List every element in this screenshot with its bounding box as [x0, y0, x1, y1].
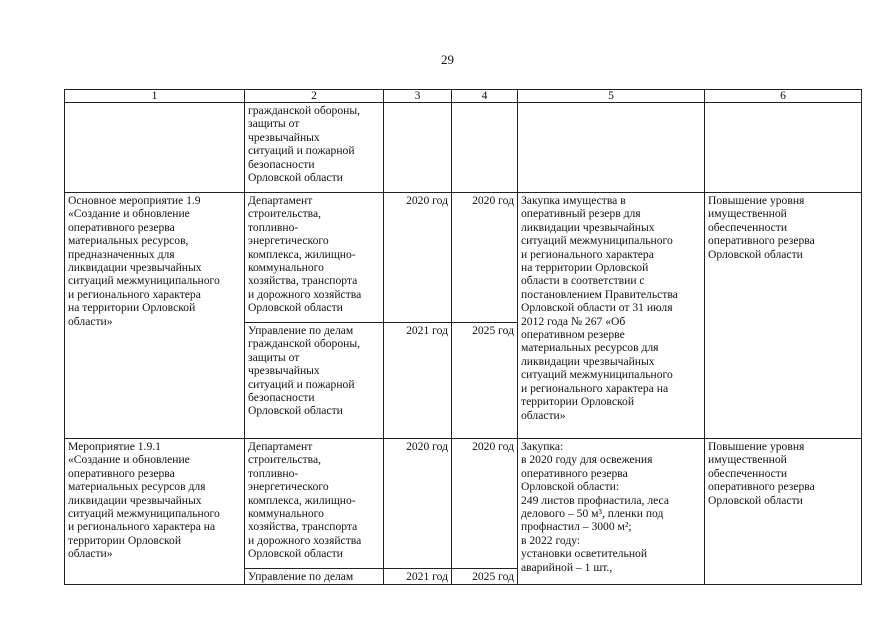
- result-cell: Закупка имущества в оперативный резерв для ликвидации чрезвычайных ситуаций межмуниципального и регионального характера на территории Орловской области в соответствии с постановлением Правительства Орловской области от 31 июля 2012 года № 267 «Об оперативном резерве материальных ресурсов для ликвидации чрезвычайных ситуаций межмуниципального и регионального характера на территории Орловской области»: [518, 193, 705, 439]
- start-year-cell: 2020 год: [384, 193, 452, 323]
- executor-cell: Управление по делам: [245, 569, 384, 585]
- start-year-cell: 2021 год: [384, 569, 452, 585]
- start-year-cell: 2020 год: [384, 439, 452, 569]
- end-year-cell: [452, 103, 518, 193]
- column-header: 5: [518, 90, 705, 103]
- effect-cell: Повышение уровня имущественной обеспеченности оперативного резерва Орловской области: [705, 193, 862, 439]
- end-year-cell: 2025 год: [452, 569, 518, 585]
- result-cell: [518, 103, 705, 193]
- end-year-cell: 2020 год: [452, 439, 518, 569]
- executor-cell: Департамент строительства, топливно- энергетического комплекса, жилищно- коммунального хозяйства, транспорта и дорожного хозяйства Орловской области: [245, 193, 384, 323]
- column-header: 1: [65, 90, 245, 103]
- effect-cell: [705, 103, 862, 193]
- result-cell: Закупка: в 2020 году для освежения оперативного резерва Орловской области: 249 листов профнастила, леса делового – 50 м³, пленки под профнастил – 3000 м²; в 2022 году: установки осветительной аварийной – 1 шт.,: [518, 439, 705, 585]
- measure-name-cell: Мероприятие 1.9.1 «Создание и обновление оперативного резерва материальных ресурсов для ликвидации чрезвычайных ситуаций межмуниципального и регионального характера на территории Орловской области»: [65, 439, 245, 585]
- executor-cell: гражданской обороны, защиты от чрезвычайных ситуаций и пожарной безопасности Орловской области: [245, 103, 384, 193]
- table-row: [65, 103, 862, 193]
- start-year-cell: [384, 103, 452, 193]
- program-table: [64, 89, 862, 585]
- column-header: 4: [452, 90, 518, 103]
- end-year-cell: 2020 год: [452, 193, 518, 323]
- table-row: [65, 439, 862, 569]
- start-year-cell: 2021 год: [384, 323, 452, 439]
- effect-cell: Повышение уровня имущественной обеспеченности оперативного резерва Орловской области: [705, 439, 862, 585]
- measure-name-cell: [65, 103, 245, 193]
- table-header: [65, 90, 862, 103]
- end-year-cell: 2025 год: [452, 323, 518, 439]
- table-row: [65, 193, 862, 323]
- column-header: 2: [245, 90, 384, 103]
- executor-cell: Управление по делам гражданской обороны, защиты от чрезвычайных ситуаций и пожарной безопасности Орловской области: [245, 323, 384, 439]
- column-header: 6: [705, 90, 862, 103]
- page-number: 29: [441, 52, 454, 67]
- measure-name-cell: Основное мероприятие 1.9 «Создание и обновление оперативного резерва материальных ресурсов, предназначенных для ликвидации чрезвычайных ситуаций межмуниципального и регионального характера на территории Орловской области»: [65, 193, 245, 439]
- column-header: 3: [384, 90, 452, 103]
- executor-cell: Департамент строительства, топливно- энергетического комплекса, жилищно- коммунального хозяйства, транспорта и дорожного хозяйства Орловской области: [245, 439, 384, 569]
